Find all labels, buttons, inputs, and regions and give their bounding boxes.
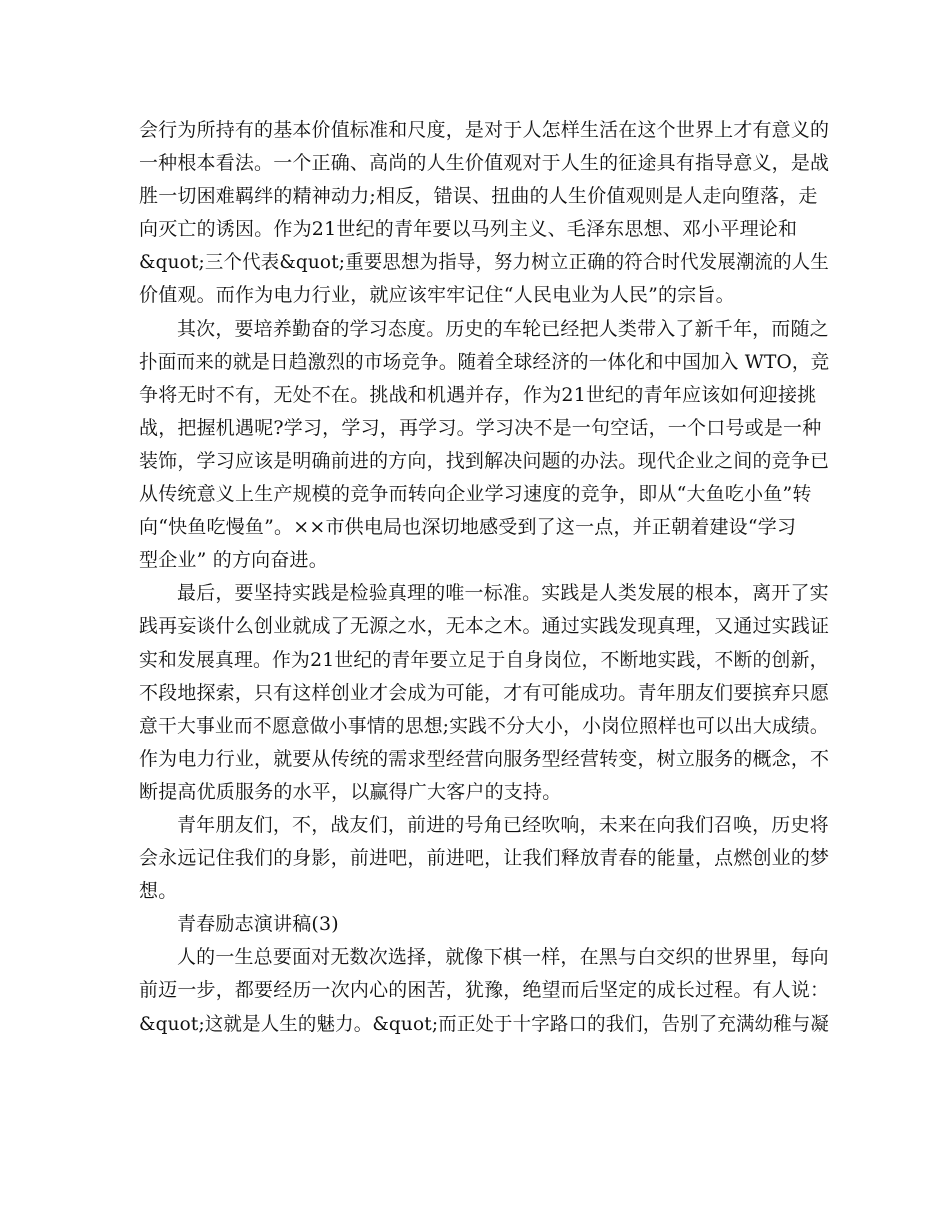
- text-line: 装饰，学习应该是明确前进的方向，找到解决问题的办法。现代企业之间的竞争已: [139, 449, 830, 472]
- text-line: 向“快鱼吃慢鱼”。××市供电局也深切地感受到了这一点，并正朝着建设“学习: [139, 516, 797, 539]
- text-line: 前迈一步，都要经历一次内心的困苦，犹豫，绝望而后坚定的成长过程。有人说：: [139, 979, 830, 1002]
- text-line: 人的一生总要面对无数次选择，就像下棋一样，在黑与白交织的世界里，每向: [177, 946, 829, 969]
- text-line: 践再妄谈什么创业就成了无源之水，无本之木。通过实践发现真理，又通过实践证: [139, 615, 830, 638]
- text-line: 作为电力行业，就要从传统的需求型经营向服务型经营转变，树立服务的概念，不: [139, 747, 830, 770]
- text-line: 实和发展真理。作为21世纪的青年要立足于自身岗位，不断地实践，不断的创新，: [139, 648, 829, 671]
- text-line: &quot;三个代表&quot;重要思想为指导，努力树立正确的符合时代发展潮流的人生: [139, 251, 829, 274]
- text-line: 青年朋友们，不，战友们，前进的号角已经吹响，未来在向我们召唤，历史将: [177, 813, 829, 836]
- text-line: 胜一切困难羁绊的精神动力;相反，错误、扭曲的人生价值观则是人走向堕落，走: [139, 185, 818, 208]
- text-line: 从传统意义上生产规模的竞争而转向企业学习速度的竞争，即从“大鱼吃小鱼”转: [139, 483, 812, 506]
- document-body: [139, 114, 829, 1041]
- text-line: 想。: [139, 880, 178, 903]
- text-line: 不段地探索，只有这样创业才会成为可能，才有可能成功。青年朋友们要摈弃只愿: [139, 681, 830, 704]
- text-line: 型企业” 的方向奋进。: [139, 549, 328, 572]
- text-line: 价值观。而作为电力行业，就应该牢牢记住“人民电业为人民”的宗旨。: [139, 284, 735, 307]
- text-line: 意干大事业而不愿意做小事情的思想;实践不分大小，小岗位照样也可以出大成绩。: [139, 714, 829, 737]
- text-line: 断提高优质服务的水平，以赢得广大客户的支持。: [139, 780, 562, 803]
- text-line: 一种根本看法。一个正确、高尚的人生价值观对于人生的征途具有指导意义，是战: [139, 152, 830, 175]
- text-line: 最后，要坚持实践是检验真理的唯一标准。实践是人类发展的根本，离开了实: [177, 582, 829, 605]
- text-line: 向灭亡的诱因。作为21世纪的青年要以马列主义、毛泽东思想、邓小平理论和: [139, 218, 798, 241]
- text-line: 会永远记住我们的身影，前进吧，前进吧，让我们释放青春的能量，点燃创业的梦: [139, 847, 830, 870]
- text-line: 战，把握机遇呢?学习，学习，再学习。学习决不是一句空话，一个口号或是一种: [139, 416, 822, 439]
- text-line: &quot;这就是人生的魅力。&quot;而正处于十字路口的我们，告别了充满幼稚与凝: [139, 1012, 829, 1035]
- text-line: 扑面而来的就是日趋激烈的市场竞争。随着全球经济的一体化和中国加入 WTO，竞: [139, 350, 830, 373]
- text-line: 青春励志演讲稿(3): [177, 913, 339, 936]
- text-line: 会行为所持有的基本价值标准和尺度，是对于人怎样生活在这个世界上才有意义的: [139, 119, 830, 141]
- text-line: 其次，要培养勤奋的学习态度。历史的车轮已经把人类带入了新千年，而随之: [177, 317, 829, 340]
- text-line: 争将无时不有，无处不在。挑战和机遇并存，作为21世纪的青年应该如何迎接挑: [139, 383, 817, 406]
